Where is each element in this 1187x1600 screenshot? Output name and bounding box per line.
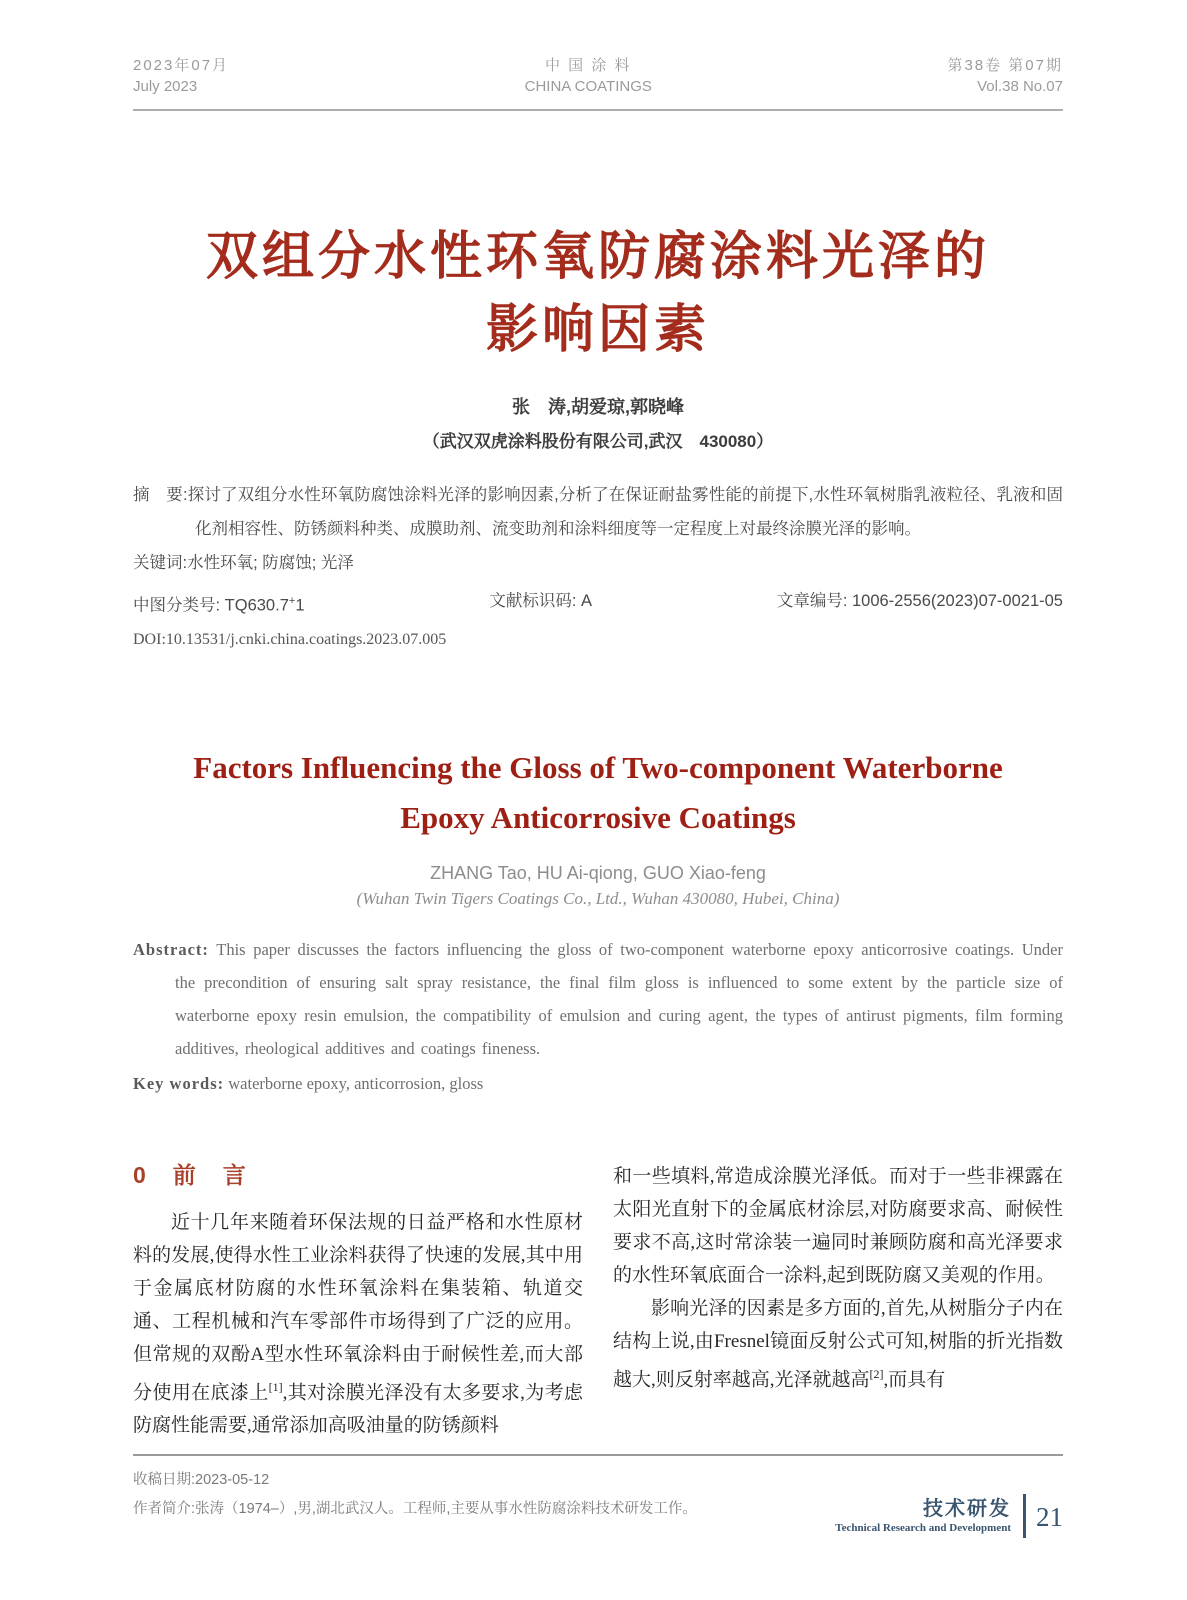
intro-paragraph-1-continued: ,其对涂膜光泽没有太多要求,为考虑防腐性能需要,通常添加高吸油量的防锈颜料 [133, 1381, 583, 1436]
authors-en: ZHANG Tao, HU Ai-qiong, GUO Xiao-feng [430, 862, 766, 883]
header-journal-en: CHINA COATINGS [524, 78, 652, 95]
intro-paragraph-1-text: 近十几年来随着环保法规的日益严格和水性原材料的发展,使得水性工业涂料获得了快速的发展,其中用于金属底材防腐的水性环氧涂料在集装箱、轨道交通、工程机械和汽车零部件市场得到了广泛的应用。但常规的双酚A型水性环氧涂料由于耐候性差,而大部分使用在底漆上 [133, 1211, 583, 1403]
intro-paragraph-2 [613, 1292, 1063, 1396]
page-number: 21 [1036, 1501, 1063, 1532]
column-name-en: Technical Research and Development [835, 1521, 1011, 1534]
affiliation-cn: （武汉双虎涂料股份有限公司,武汉 430080） [422, 432, 774, 451]
header-journal-cn: 中 国 涂 料 [544, 57, 632, 74]
page-footer [835, 1494, 1063, 1538]
intro-paragraph-2-text: 影响光泽的因素是多方面的,首先,从树脂分子内在结构上说,由Fresnel镜面反射公式可知,树脂的折光指数越大,则反射率越高,光泽就越高 [613, 1297, 1063, 1390]
body-columns [133, 1160, 1063, 1442]
body-column-right [613, 1160, 1063, 1442]
document-code: 文献标识码: A [489, 592, 592, 610]
received-date: 收稿日期:2023-05-12 [133, 1471, 270, 1488]
abstract-en-label: Abstract: [133, 939, 209, 959]
article-title-cn-line1: 双组分水性环氧防腐涂料光泽的 [205, 228, 990, 286]
abstract-en-text: This paper discusses the factors influencing the gloss of two-component waterborne epoxy anticorrosive coatings. Under the precondition of ensuring salt spray resistance, the final film gloss is influenced to some extent by the particle size of waterborne epoxy resin emulsion, the compatibility of emulsion and curing agent, the types of antirust pigments, film forming additives, rheological additives and coatings fineness. [175, 939, 1063, 1058]
keywords-en [133, 1067, 1063, 1100]
article-title-en [133, 743, 1063, 843]
footer-divider-bar [1023, 1494, 1026, 1538]
article-title-en-line1: Factors Influencing the Gloss of Two-component Waterborne [193, 749, 1003, 785]
clc-superscript: + [288, 595, 296, 607]
keywords-cn [133, 546, 1063, 580]
keywords-cn-text: 水性环氧; 防腐蚀; 光泽 [187, 554, 354, 572]
clc-tail: 1 [295, 596, 305, 615]
affiliation-en: (Wuhan Twin Tigers Coatings Co., Ltd., Wuhan 430080, Hubei, China) [356, 888, 840, 908]
header-journal-name [525, 55, 652, 97]
abstract-cn [133, 478, 1063, 546]
page-content [133, 0, 1063, 1524]
abstract-cn-text: 探讨了双组分水性环氧防腐蚀涂料光泽的影响因素,分析了在保证耐盐雾性能的前提下,水性环氧树脂乳液粒径、乳液和固化剂相容性、防锈颜料种类、成膜助剂、流变助剂和涂料细度等一定程度上对最终涂膜光泽的影响。 [187, 486, 1063, 538]
citation-ref-1: [1] [268, 1379, 283, 1394]
authors-cn: 张 涛,胡爱琼,郭晓峰 [511, 397, 684, 417]
body-column-left [133, 1160, 583, 1442]
article-id: 文章编号: 1006-2556(2023)07-0021-05 [776, 592, 1063, 610]
header-issue-en: Vol.38 No.07 [977, 78, 1063, 95]
column-name [835, 1497, 1011, 1536]
header-date [133, 55, 229, 97]
author-bio: 作者简介:张涛（1974–）,男,湖北武汉人。工程师,主要从事水性防腐涂料技术研发工作。 [133, 1500, 697, 1517]
abstract-cn-label: 摘 要: [133, 486, 188, 504]
classification-line [133, 586, 1063, 621]
article-title-en-line2: Epoxy Anticorrosive Coatings [400, 799, 796, 835]
keywords-en-text: waterborne epoxy, anticorrosion, gloss [224, 1073, 484, 1093]
intro-paragraph-2-continued: ,而具有 [883, 1368, 946, 1390]
clc-number [133, 586, 305, 621]
journal-header [133, 0, 1063, 111]
abstract-en [133, 933, 1063, 1065]
header-date-cn: 2023年07月 [133, 57, 230, 74]
clc-value: 中图分类号: TQ630.7 [133, 596, 289, 615]
citation-ref-2: [2] [869, 1366, 884, 1381]
intro-paragraph-1 [133, 1206, 583, 1442]
section-heading-intro: 0 前 言 [133, 1161, 248, 1188]
header-date-en: July 2023 [133, 78, 198, 95]
header-issue [947, 55, 1063, 97]
keywords-cn-label: 关键词: [133, 554, 188, 572]
intro-paragraph-1-overflow: 和一些填料,常造成涂膜光泽低。而对于一些非裸露在太阳光直射下的金属底材涂层,对防腐要求高、耐候性要求不高,这时常涂装一遍同时兼顾防腐和高光泽要求的水性环氧底面合一涂料,起到既防腐又美观的作用。 [613, 1165, 1063, 1286]
article-title-cn-line2: 影响因素 [485, 301, 710, 359]
article-title-cn [133, 221, 1063, 367]
doi: DOI:10.13531/j.cnki.china.coatings.2023.07.005 [133, 630, 447, 648]
header-issue-cn: 第38卷 第07期 [947, 57, 1063, 74]
column-name-cn: 技术研发 [923, 1497, 1011, 1520]
keywords-en-label: Key words: [133, 1073, 225, 1093]
